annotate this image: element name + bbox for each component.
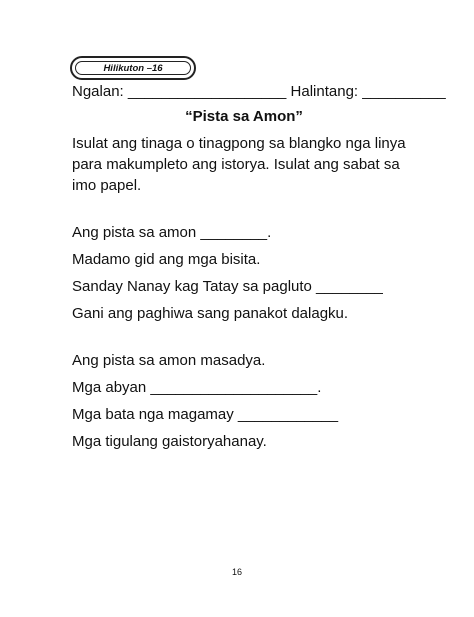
instructions-text: Isulat ang tinaga o tinagpong sa blangko nga linya para makumpleto ang istorya. Isulat ang sabat sa imo papel. (72, 135, 406, 194)
story-title: “Pista sa Amon” (185, 108, 303, 125)
story1-line-1: Ang pista sa amon ________. (72, 224, 272, 241)
story2-line-2: Mga abyan ____________________. (72, 379, 322, 396)
page-number: 16 (231, 567, 242, 577)
activity-badge-label: Hilikuton –16 (75, 61, 191, 75)
story1-line-3: Sanday Nanay kag Tatay sa pagluto ________ (72, 278, 383, 295)
story1-line-4: Gani ang paghiwa sang panakot dalagku. (72, 305, 349, 322)
activity-badge (70, 56, 196, 80)
story2-line-3: Mga bata nga magamay ____________ (72, 406, 339, 423)
story2-line-1: Ang pista sa amon masadya. (72, 352, 266, 369)
story2-line-4: Mga tigulang gaistoryahanay. (72, 433, 267, 450)
name-section-line: Ngalan: ___________________ Halintang: __________ (72, 83, 446, 100)
story1-line-2: Madamo gid ang mga bisita. (72, 251, 261, 268)
